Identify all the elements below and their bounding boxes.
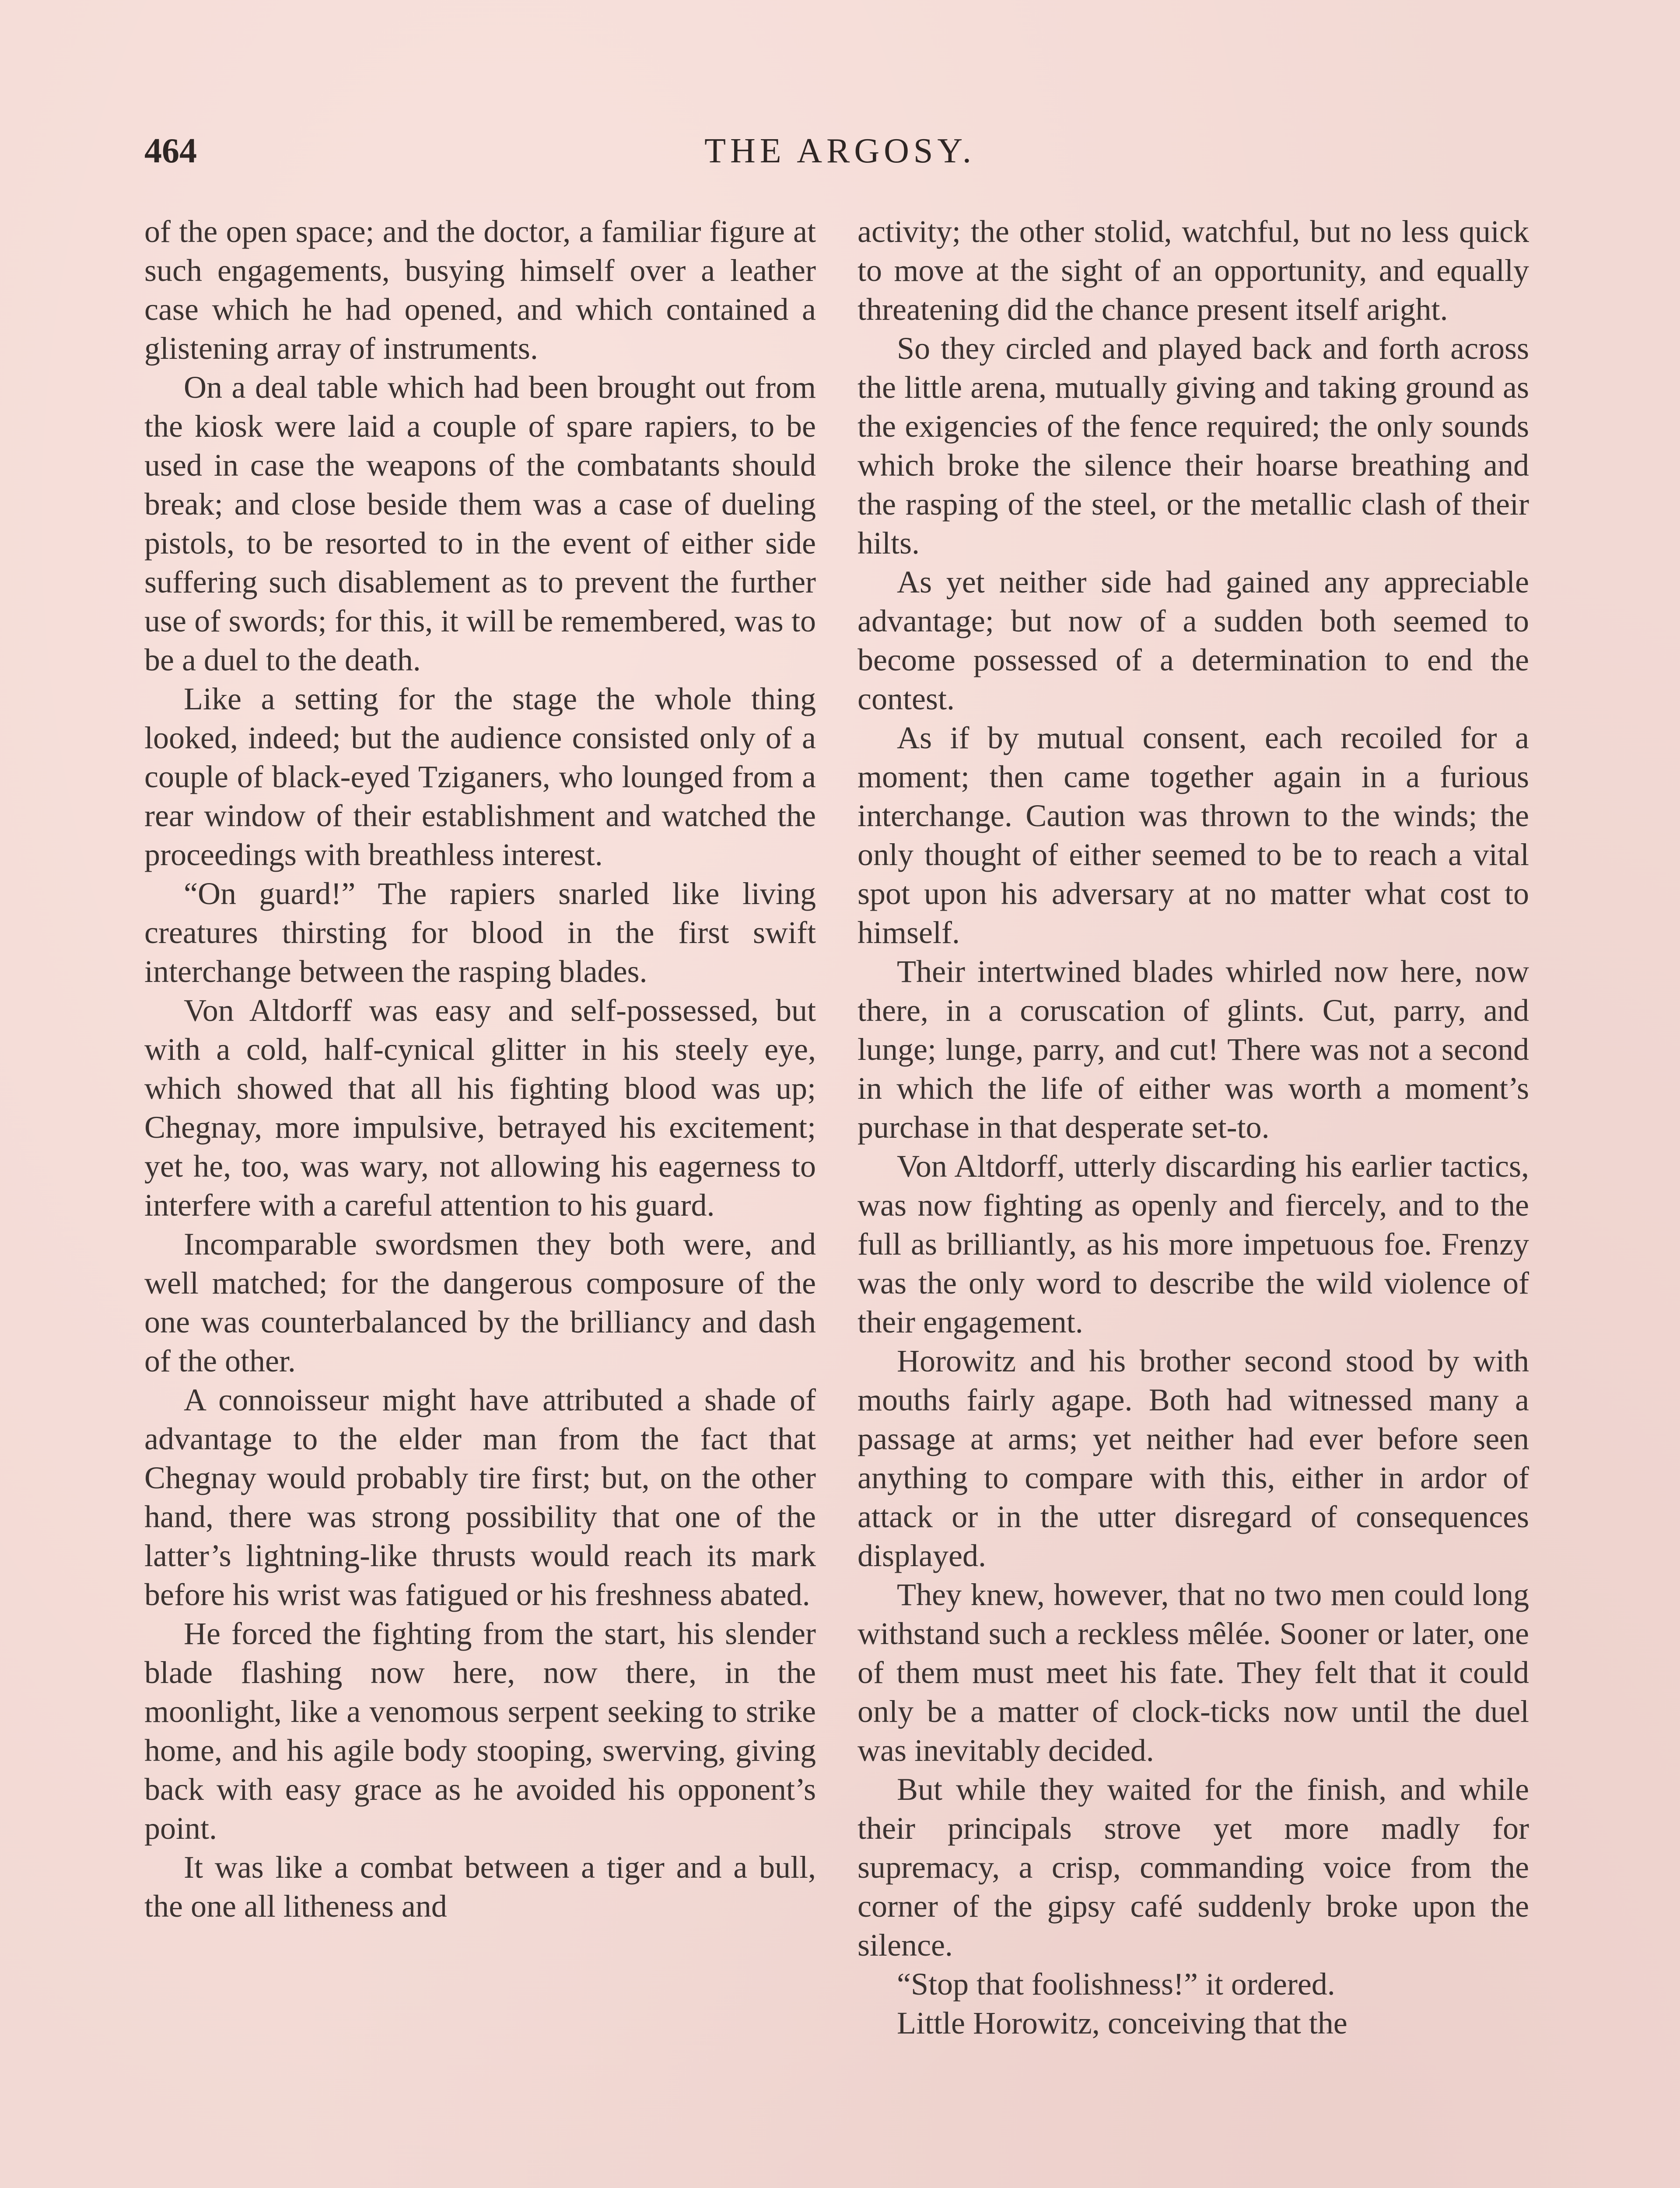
paragraph: They knew, however, that no two men could long withstand such a reckless mêlée. Sooner or later, one of them must meet his fate. They felt that it could only be a matter of clock-ticks now until the duel was inevitably decided. <box>858 1577 1529 1768</box>
paragraph: It was like a combat between a tiger and a bull, the one all litheness and <box>144 1850 816 1924</box>
paragraph: He forced the fighting from the start, his slender blade flashing now here, now there, in the moonlight, like a venomous serpent seeking to strike home, and his agile body stooping, swerving, giving back with easy grace as he avoided his opponent’s point. <box>144 1616 816 1846</box>
paragraph: Incomparable swordsmen they both were, and well matched; for the dangerous composure of the one was counterbalanced by the brilliancy and dash of the other. <box>144 1227 816 1378</box>
paragraph: of the open space; and the doctor, a familiar figure at such engagements, busying himself over a leather case which he had opened, and which contained a glistening array of instruments. <box>144 214 816 366</box>
paragraph: Horowitz and his brother second stood by with mouths fairly agape. Both had witnessed many a passage at arms; yet neither had ever before seen anything to compare with this, either in ardor of attack or in the utter disregard of consequences displayed. <box>858 1343 1529 1573</box>
paragraph: Like a setting for the stage the whole thing looked, indeed; but the audience consisted only of a couple of black-eyed Tziganers, who lounged from a rear window of their establishment and watched the proceedings with breathless interest. <box>144 681 816 872</box>
left-column <box>144 212 816 1926</box>
paragraph: Von Altdorff, utterly discarding his earlier tactics, was now fighting as openly and fiercely, and to the full as brilliantly, as his more impetuous foe. Frenzy was the only word to describe the wild violence of their engagement. <box>858 1149 1529 1339</box>
page-header <box>144 131 1536 184</box>
paragraph: So they circled and played back and forth across the little arena, mutually giving and taking ground as the exigencies of the fence required; the only sounds which broke the silence their hoarse breathing and the rasping of the steel, or the metallic clash of their hilts. <box>858 331 1529 561</box>
paragraph: Von Altdorff was easy and self-possessed, but with a cold, half-cynical glitter in his steely eye, which showed that all his fighting blood was up; Chegnay, more impulsive, betrayed his excitement; yet he, too, was wary, not allowing his eagerness to interfere with a careful attention to his guard. <box>144 993 816 1223</box>
right-column <box>858 212 1529 2043</box>
paragraph: Little Horowitz, conceiving that the <box>897 2006 1348 2041</box>
paragraph: A connoisseur might have attributed a shade of advantage to the elder man from the fact that Chegnay would probably tire first; but, on the other hand, there was strong possibility that one of the latter’s lightning-like thrusts would reach its mark before his wrist was fatigued or his freshness abated. <box>144 1382 816 1612</box>
paragraph: “Stop that foolishness!” it ordered. <box>897 1967 1335 2002</box>
paragraph: activity; the other stolid, watchful, but no less quick to move at the sight of an opportunity, and equally threatening did the chance present itself aright. <box>858 214 1529 327</box>
paragraph: Their intertwined blades whirled now here, now there, in a coruscation of glints. Cut, parry, and lunge; lunge, parry, and cut! There was not a second in which the life of either was worth a moment’s purchase in that desperate set-to. <box>858 954 1529 1145</box>
paragraph: But while they waited for the finish, and while their principals strove yet more madly for supremacy, a crisp, commanding voice from the corner of the gipsy café suddenly broke upon the silence. <box>858 1772 1529 1963</box>
running-head: THE ARGOSY. <box>704 132 976 170</box>
paragraph: As yet neither side had gained any appreciable advantage; but now of a sudden both seemed to become possessed of a determination to end the contest. <box>858 565 1529 716</box>
paragraph: “On guard!” The rapiers snarled like living creatures thirsting for blood in the first swift interchange between the rasping blades. <box>144 876 816 989</box>
paragraph: On a deal table which had been brought out from the kiosk were laid a couple of spare rapiers, to be used in case the weapons of the combatants should break; and close beside them was a case of dueling pistols, to be resorted to in the event of either side suffering such disablement as to prevent the further use of swords; for this, it will be remembered, was to be a duel to the death. <box>144 370 816 677</box>
page-number: 464 <box>144 132 197 170</box>
paragraph: As if by mutual consent, each recoiled for a moment; then came together again in a furious interchange. Caution was thrown to the winds; the only thought of either seemed to be to reach a vital spot upon his adversary at no matter what cost to himself. <box>858 720 1529 950</box>
